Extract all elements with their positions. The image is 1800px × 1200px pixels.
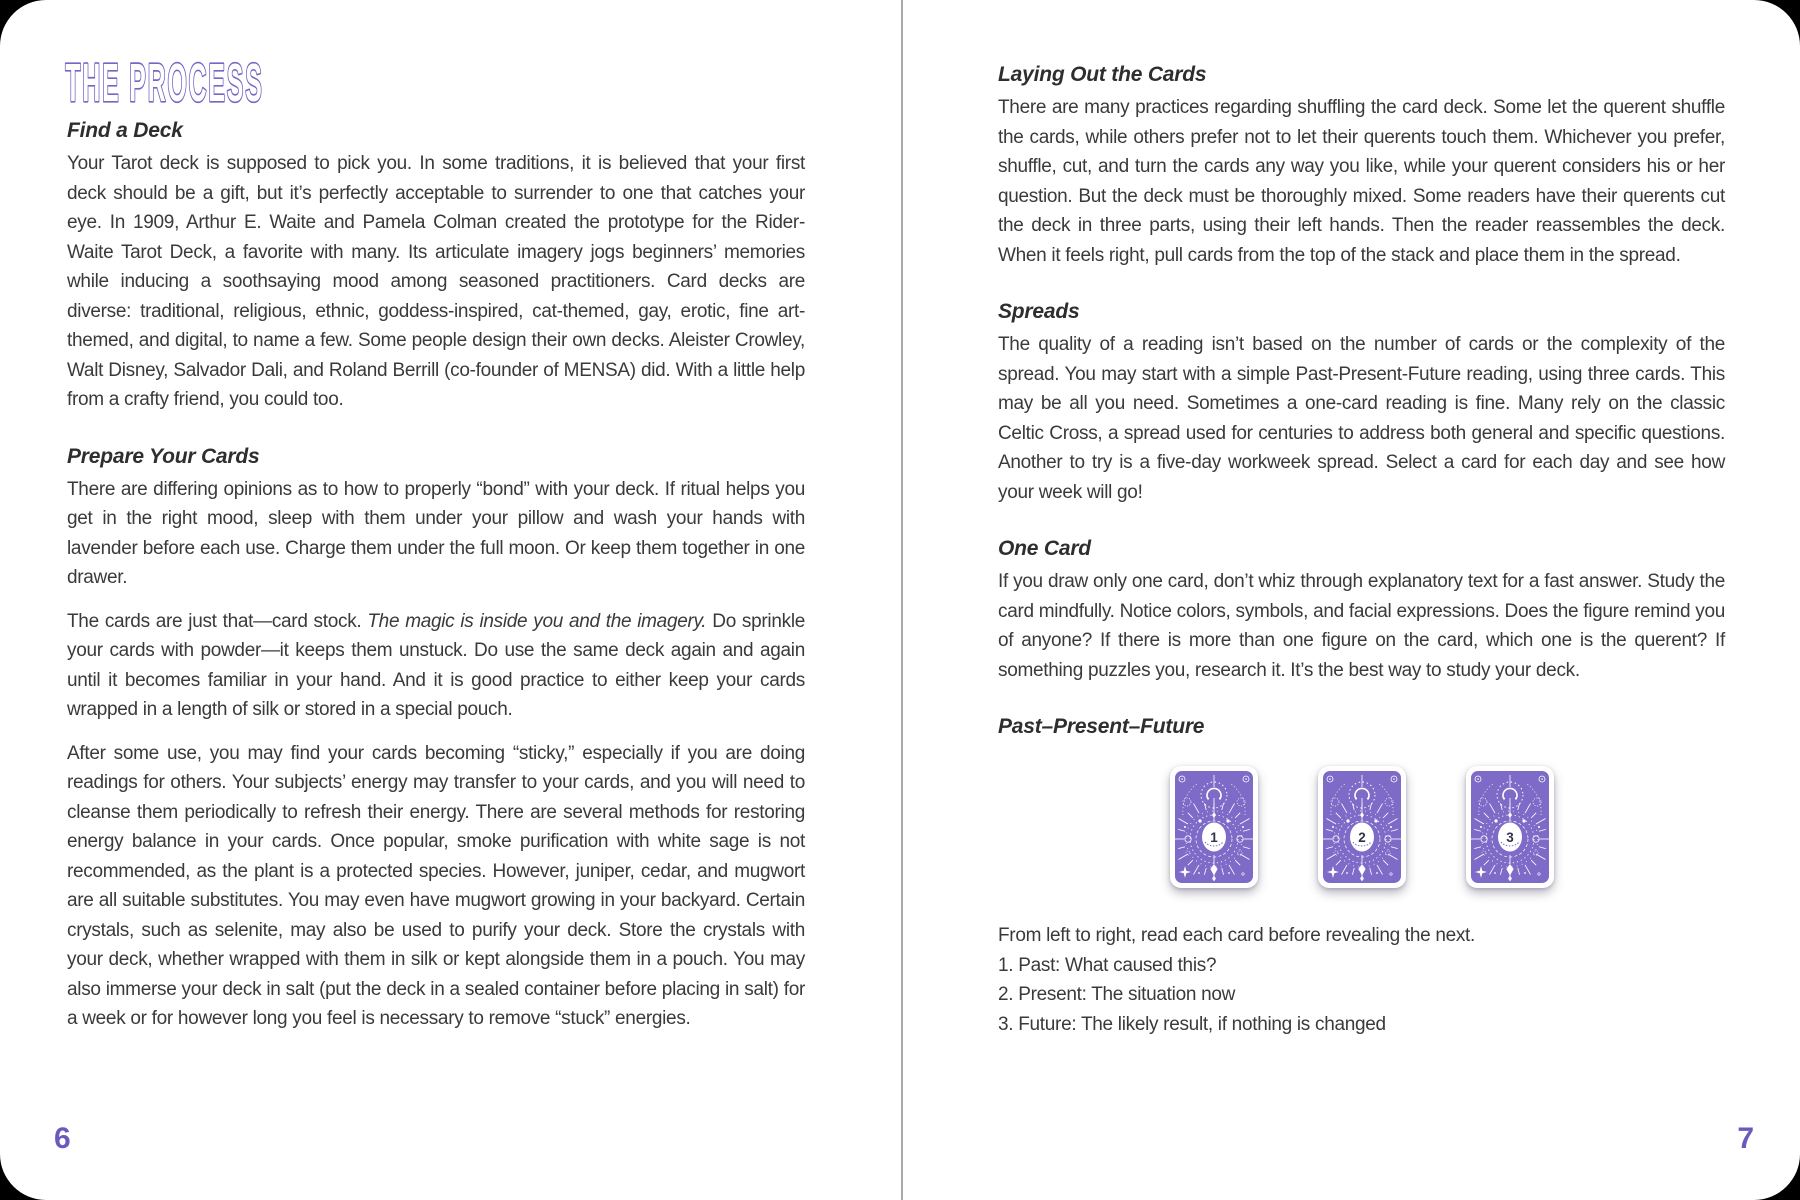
card-number: 3 (1505, 830, 1514, 845)
section-find-a-deck (67, 116, 805, 415)
page-title-text: THE PROCESS (65, 56, 264, 113)
paragraph: There are many practices regarding shuffling the card deck. Some let the querent shuffle the cards, while others prefer not to let their querents touch them. Whichever you prefer, shuffle, cut, and turn the cards any way you like, while your querent considers his or her question. But the deck must be thoroughly mixed. Some readers have their querents cut the deck in three parts, using their left hands. Then the reader reassembles the deck. When it feels right, pull cards from the top of the stack and place them in the spread. (998, 97, 1725, 266)
section-prepare-your-cards (67, 442, 805, 1034)
section-heading-laying-out-the-cards: Laying Out the Cards (998, 63, 1207, 86)
section-past-present-future (998, 712, 1725, 1039)
paragraph: The quality of a reading isn’t based on the number of cards or the complexity of the spread. You may start with a simple Past-Present-Future reading, using three cards. This may be all you need. Sometimes a one-card reading is fine. Many rely on the classic Celtic Cross, a spread used for centuries to address both general and specific questions. Another to try is a five-day workweek spread. Select a card for each day and see how your week will go! (998, 334, 1725, 503)
page-title (64, 56, 364, 114)
page-gutter-divider (901, 0, 903, 1200)
text-run: The cards are just that—card stock. (67, 610, 368, 632)
paragraph: If you draw only one card, don’t whiz through explanatory text for a fast answer. Study the card mindfully. Notice colors, symbols, and facial expressions. Does the figure remind you of anyone? If there is more than one figure on the card, which one is the querent? If something puzzles you, research it. It’s the best way to study your deck. (998, 571, 1725, 681)
section-spreads (998, 297, 1725, 507)
section-laying-out-the-cards (998, 60, 1725, 270)
card-back-art (1175, 771, 1253, 883)
paragraph: Your Tarot deck is supposed to pick you. In some traditions, it is believed that your first deck should be a gift, but it’s perfectly acceptable to surrender to one that catches your eye. In 1909, Arthur E. Waite and Pamela Colman created the prototype for the Rider-Waite Tarot Deck, a favorite with many. Its articulate imagery jogs beginners’ memories while inducing a soothsaying mood among seasoned practitioners. Card decks are diverse: traditional, religious, ethnic, goddess-inspired, cat-themed, gay, erotic, fine art-themed, and digital, to name a few. Some people design their own decks. Aleister Crowley, Walt Disney, Salvador Dali, and Roland Berrill (co-founder of MENSA) did. With a little help from a crafty friend, you could too. (67, 153, 805, 410)
italic-text-run: The magic is inside you and the imagery. (367, 610, 707, 632)
text-run: Do sprinkle your cards with powder—it keeps them unstuck. Do use the same deck again and again until it becomes familiar in your hand. And it is good practice to either keep your cards wrapped in a length of silk or stored in a special pouch. (67, 610, 806, 720)
spread-instructions (998, 921, 1725, 1039)
list-item-present: 2. Present: The situation now (998, 984, 1236, 1005)
section-one-card (998, 534, 1725, 685)
list-item-past: 1. Past: What caused this? (998, 954, 1217, 976)
spread-caption: From left to right, read each card before revealing the next. (998, 925, 1476, 946)
card-number: 2 (1357, 830, 1366, 845)
paragraph: There are differing opinions as to how to properly “bond” with your deck. If ritual helps you get in the right mood, sleep with them under your pillow and wash your hands with lavender before each use. Charge them under the full moon. Or keep them together in one drawer. (67, 478, 805, 588)
page-left (67, 56, 805, 1034)
paragraph: After some use, you may find your cards becoming “sticky,” especially if you are doing readings for others. Your subjects’ energy may transfer to your cards, and you will need to cleanse them periodically to refresh their energy. There are several methods for restoring energy balance in your cards. Once popular, smoke purification with white sage is not recommended, as the plant is a protected species. However, juniper, cedar, and mugwort are all suitable substitutes. You may even have mugwort growing in your backyard. Certain crystals, such as selenite, may also be used to purify your deck. Store the crystals with your deck, whether wrapped with them in silk or kept alongside them in a pouch. You may also immerse your deck in salt (put the deck in a sealed container before placing in salt) for a week or for however long you feel is necessary to remove “stuck” energies. (67, 742, 805, 1029)
page-number-left: 6 (54, 1122, 71, 1155)
tarot-card-1 (1170, 766, 1258, 888)
section-heading-spreads: Spreads (998, 300, 1080, 323)
list-item-future: 3. Future: The likely result, if nothing is changed (998, 1013, 1386, 1035)
section-heading-one-card: One Card (998, 537, 1091, 560)
card-back-art (1323, 771, 1401, 883)
page-right (998, 60, 1725, 1039)
tarot-cards-row (998, 766, 1725, 888)
section-heading-prepare-your-cards: Prepare Your Cards (67, 444, 260, 468)
section-heading-find-a-deck: Find a Deck (67, 119, 183, 142)
section-heading-past-present-future: Past–Present–Future (998, 715, 1205, 738)
paragraph (67, 607, 805, 725)
tarot-card-2 (1318, 766, 1406, 888)
tarot-card-3 (1466, 766, 1554, 888)
card-back-art (1471, 771, 1549, 883)
page-number-right: 7 (1737, 1122, 1754, 1155)
card-number: 1 (1209, 830, 1218, 845)
